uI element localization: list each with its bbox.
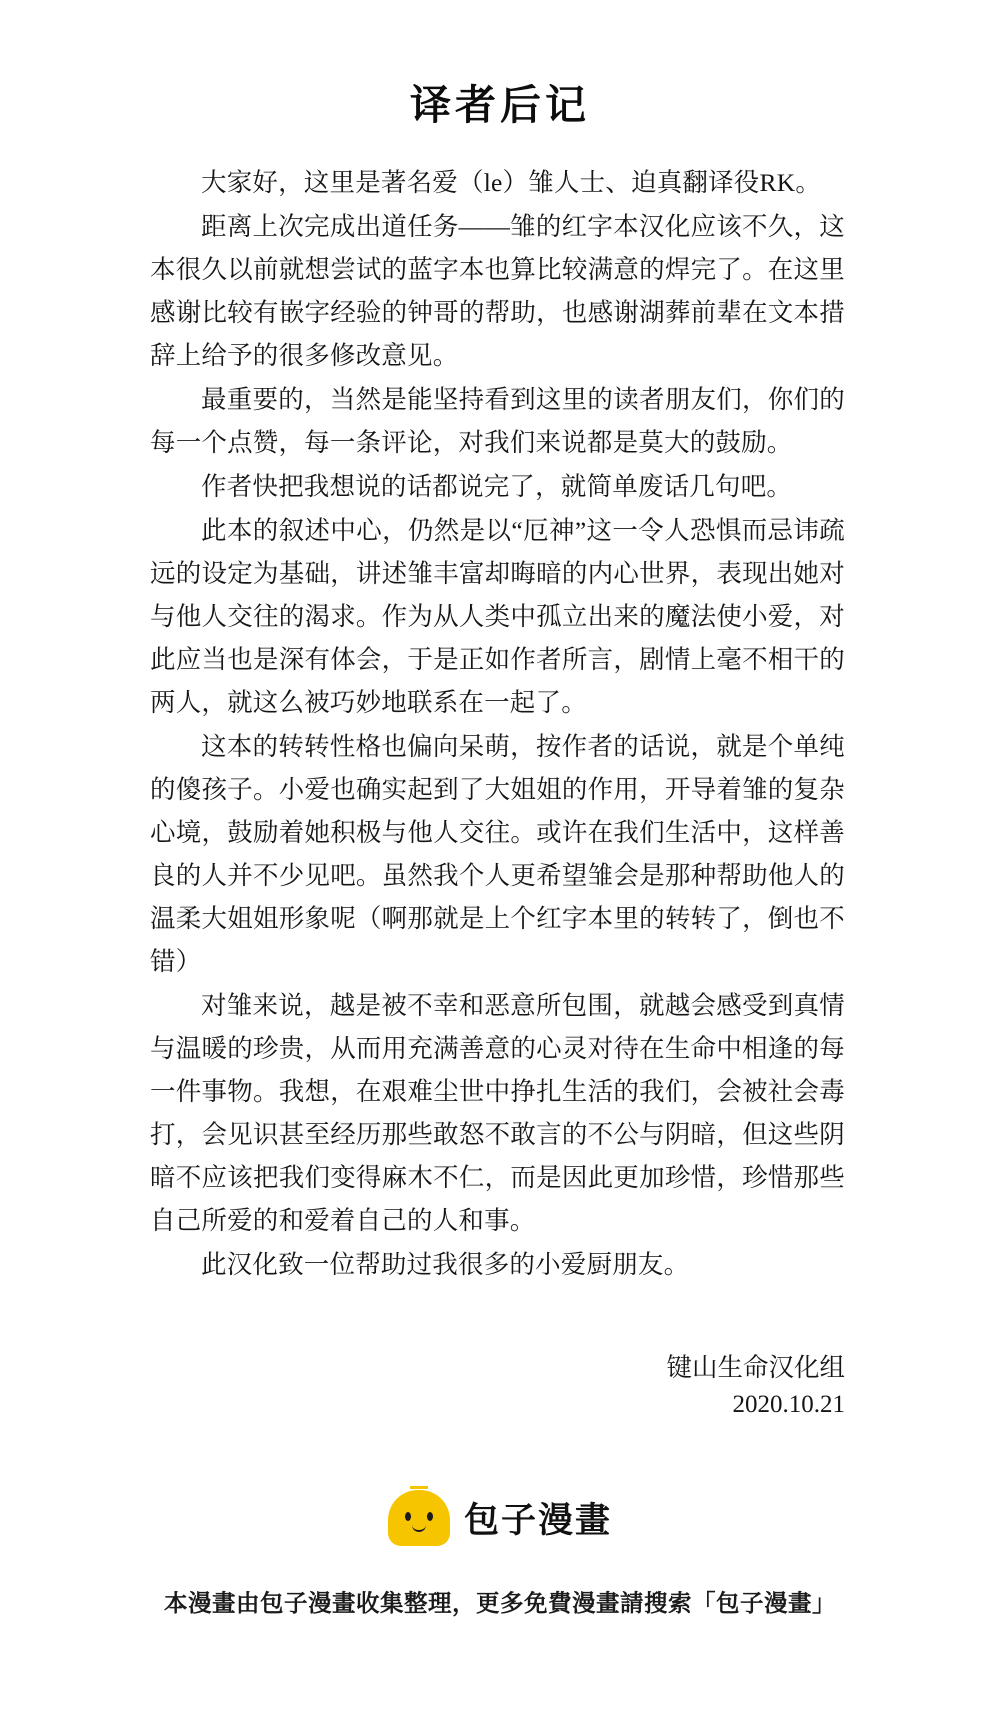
brand-name: 包子漫畫 bbox=[463, 1501, 612, 1540]
paragraph: 此汉化致一位帮助过我很多的小爱厨朋友。 bbox=[201, 1250, 690, 1279]
signature-name: 键山生命汉化组 bbox=[666, 1353, 845, 1382]
paragraph: 距离上次完成出道任务——雏的红字本汉化应该不久，这本很久以前就想尝试的蓝字本也算比较满意的焊完了。在这里感谢比较有嵌字经验的钟哥的帮助，也感谢湖葬前辈在文本措辞上给予的很多修改意见。 bbox=[150, 212, 845, 370]
signature-group bbox=[0, 1348, 845, 1387]
paragraph: 作者快把我想说的话都说完了，就简单废话几句吧。 bbox=[201, 472, 793, 501]
paragraph: 最重要的，当然是能坚持看到这里的读者朋友们，你们的每一个点赞，每一条评论，对我们来说都是莫大的鼓励。 bbox=[150, 385, 845, 457]
brand-block bbox=[0, 1490, 1000, 1546]
page-footer bbox=[0, 1490, 1000, 1710]
paragraph: 大家好，这里是著名爱（le）雏人士、迫真翻译役RK。 bbox=[201, 168, 822, 197]
baozi-bun-icon bbox=[388, 1490, 450, 1546]
paragraph: 对雏来说，越是被不幸和恶意所包围，就越会感受到真情与温暖的珍贵，从而用充满善意的心灵对待在生命中相逢的每一件事物。我想，在艰难尘世中挣扎生活的我们，会被社会毒打，会见识甚至经历那些敢怒不敢言的不公与阴暗，但这些阴暗不应该把我们变得麻木不仁，而是因此更加珍惜，珍惜那些自己所爱的和爱着自己的人和事。 bbox=[150, 991, 845, 1235]
article-body bbox=[0, 131, 1000, 1286]
page-title: 译者后记 bbox=[410, 82, 590, 128]
paragraph: 这本的转转性格也偏向呆萌，按作者的话说，就是个单纯的傻孩子。小爱也确实起到了大姐姐的作用，开导着雏的复杂心境，鼓励着她积极与他人交往。或许在我们生活中，这样善良的人并不少见吧。虽然我个人更希望雏会是那种帮助他人的温柔大姐姐形象呢（啊那就是上个红字本里的转转了，倒也不错） bbox=[150, 732, 845, 976]
footer-note: 本漫畫由包子漫畫收集整理，更多免費漫畫請搜索「包子漫畫」 bbox=[164, 1590, 836, 1616]
paragraph: 此本的叙述中心，仍然是以“厄神”这一令人恐惧而忌讳疏远的设定为基础，讲述雏丰富却晦暗的内心世界，表现出她对与他人交往的渴求。作为从人类中孤立出来的魔法使小爱，对此应当也是深有体会，于是正如作者所言，剧情上毫不相干的两人，就这么被巧妙地联系在一起了。 bbox=[150, 516, 845, 717]
signature-date: 2020.10.21 bbox=[732, 1391, 845, 1418]
